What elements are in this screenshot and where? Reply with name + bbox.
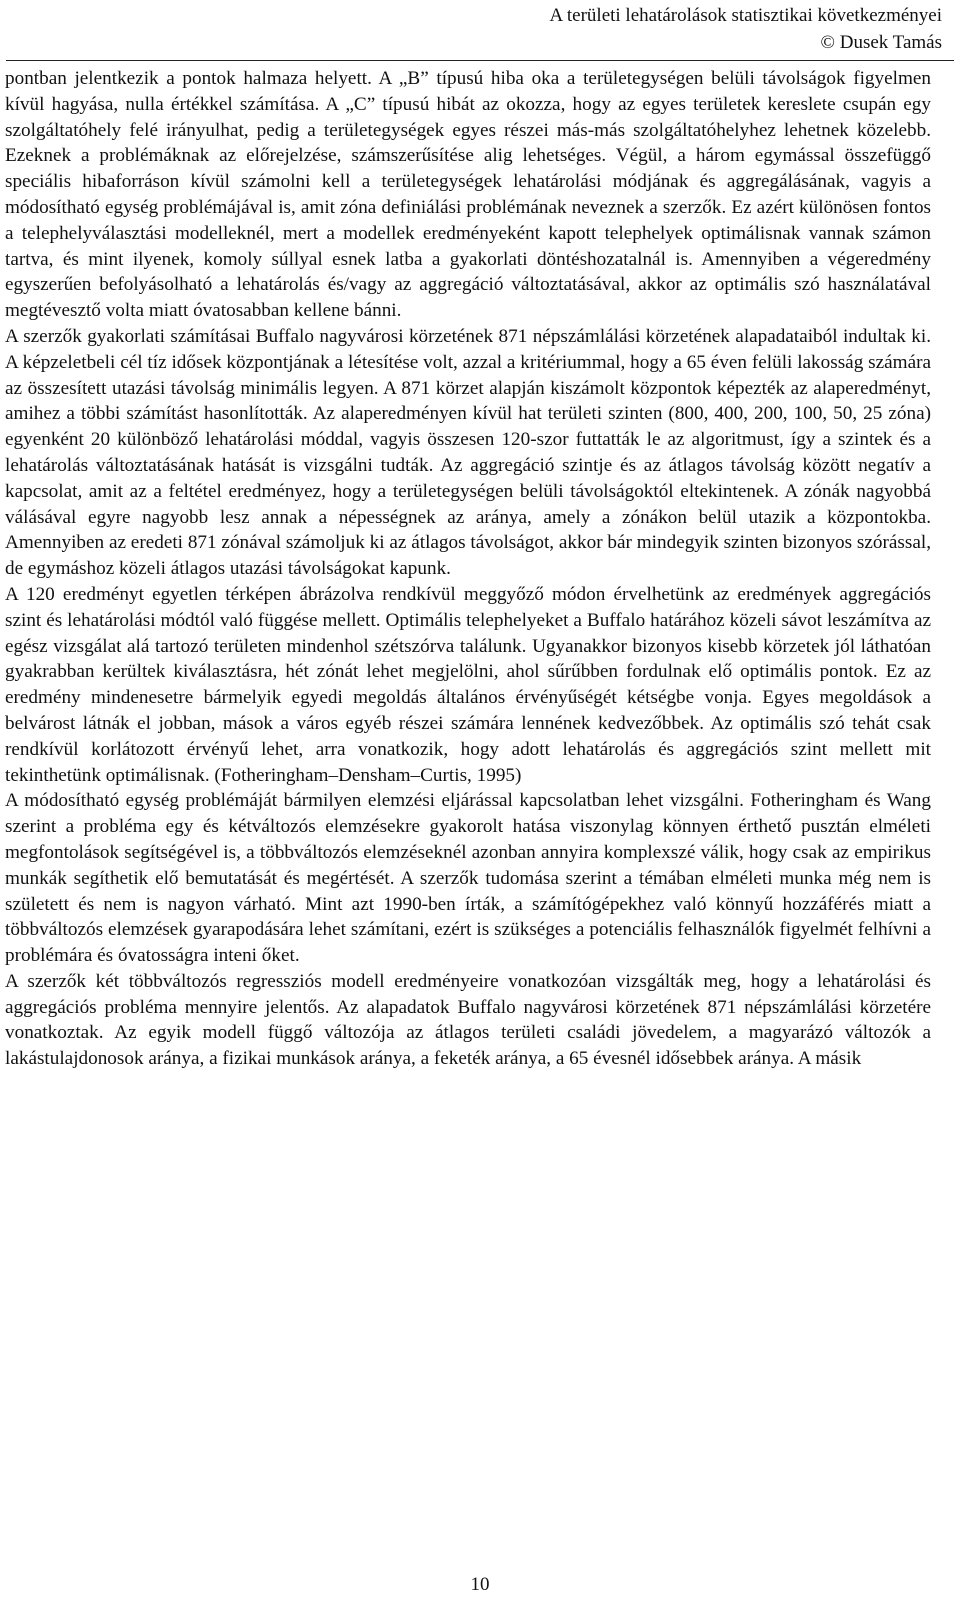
- body-text: [5, 66, 931, 1072]
- paragraph: A szerzők két többváltozós regressziós modell eredményeire vonatkozóan vizsgálták meg, hogy a lehatárolási és aggregációs probléma mennyire jelentős. Az alapadatok Buffalo nagyvárosi körzetének 871 népszámlálási körzetére vonatkoztak. Az egyik modell függő változója az átlagos területi családi jövedelem, a magyarázó változók a lakástulajdonosok aránya, a fizikai munkások aránya, a feketék aránya, a 65 évesnél idősebbek aránya. A másik: [5, 970, 931, 1070]
- header-author: © Dusek Tamás: [820, 32, 942, 53]
- page-number: 10: [470, 1574, 490, 1595]
- paragraph: pontban jelentkezik a pontok halmaza helyett. A „B” típusú hiba oka a területegységen belüli távolságok figyelmen kívül hagyása, nulla értékkel számítása. A „C” típusú hibát az okozza, hogy az egyes területek kereslete csupán egy szolgáltatóhely felé irányulhat, pedig a területegységek egyes részei más-más szolgáltatóhelyhez lehetnek közelebb. Ezeknek a problémáknak az előrejelzése, számszerűsítése alig lehetséges. Végül, a három egymással összefüggő speciális hibaforráson kívül számolni kell a területegységek lehatárolási módjának és aggregálásának, vagyis a módosítható egység problémájával is, amit zóna definiálási problémának neveznek a szerzők. Ez azért különösen fontos a telephelyválasztási modelleknél, mert a modellek eredményeként kapott telephelyek optimálisnak vannak számon tartva, és mint ilyenek, komoly súllyal esnek latba a gyakorlati döntéshozatalnál is. Amennyiben a végeredmény egyszerűen befolyásolható a lehatárolás és/vagy az aggregáció változtatásával, akkor az optimális szó használatával megtévesztő volta miatt óvatosabban kellene bánni.: [5, 68, 931, 322]
- header-title: A területi lehatárolások statisztikai következményei: [549, 5, 942, 26]
- paragraph: A 120 eredményt egyetlen térképen ábrázolva rendkívül meggyőző módon érvelhetünk az eredmények aggregációs szint és lehatárolási módtól való függése mellett. Optimális telephelyeket a Buffalo határához közeli sávot leszámítva az egész vizsgálat alá tartozó területen mindenhol szétszórva találunk. Ugyanakkor bizonyos kisebb körzetek jól láthatóan gyakrabban kerültek kiválasztásra, hét zónát lehet megjelölni, ahol sűrűbben fordulnak elő optimális pontok. Ez az eredmény mindenesetre bármelyik egyedi megoldás általános érvényűségét kétségbe vonja. Egyes megoldások a belvárost látnák el jobban, mások a város egyéb részei számára lennének kedvezőbbek. Az optimális szó tehát csak rendkívül korlátozott érvényű lehet, arra vonatkozik, hogy adott lehatárolás és aggregációs szint mellett mit tekinthetünk optimálisnak. (Fotheringham–Densham–Curtis, 1995): [5, 583, 931, 786]
- paragraph: A szerzők gyakorlati számításai Buffalo nagyvárosi körzetének 871 népszámlálási körzetének alapadataiból indultak ki. A képzeletbeli cél tíz idősek központjának a létesítése volt, azzal a kritériummal, hogy a 65 éven felüli lakosság számára az összesített utazási távolság minimális legyen. A 871 körzet alapján kiszámolt központok képezték az alaperedményt, amihez a többi számítást hasonlították. Az alaperedményen kívül hat területi szinten (800, 400, 200, 100, 50, 25 zóna) egyenként 20 különböző lehatárolási móddal, vagyis összesen 120-szor futtatták le az algoritmust, így a szintek és a lehatárolás változtatásának hatását is vizsgálni tudták. Az aggregáció szintje és az átlagos távolság között negatív a kapcsolat, amit az a feltétel eredményez, hogy a területegységen belüli távolságoktól eltekintenek. A zónák nagyobbá válásával egyre nagyobb lesz annak a népességnek az aránya, amely a zónákon belül utazik a központokba. Amennyiben az eredeti 871 zónával számoljuk ki az átlagos távolságot, akkor bár mindegyik szinten bizonyos szórással, de egymáshoz közeli átlagos utazási távolságokat kapunk.: [5, 325, 931, 580]
- header-rule: [6, 60, 954, 61]
- paragraph: A módosítható egység problémáját bármilyen elemzési eljárással kapcsolatban lehet vizsgálni. Fotheringham és Wang szerint a probléma egy és kétváltozós elemzésekre gyakorolt hatása viszonylag könnyen érthető pusztán elméleti megfontolások segítségével is, a többváltozós elemzéseknél azonban annyira komplexszé válik, hogy csak az empirikus munkák segíthetik elő bemutatását és megértését. A szerzők tudomása szerint a témában elméleti munka még nem is született és nem is nagyon várható. Mint azt 1990-ben írták, a számítógépekhez való könnyű hozzáférés miatt a többváltozós elemzések gyarapodására lehet számítani, ezért is szükséges a potenciális felhasználók figyelmét felhívni a problémára és óvatosságra inteni őket.: [5, 790, 931, 967]
- running-header: [549, 2, 942, 56]
